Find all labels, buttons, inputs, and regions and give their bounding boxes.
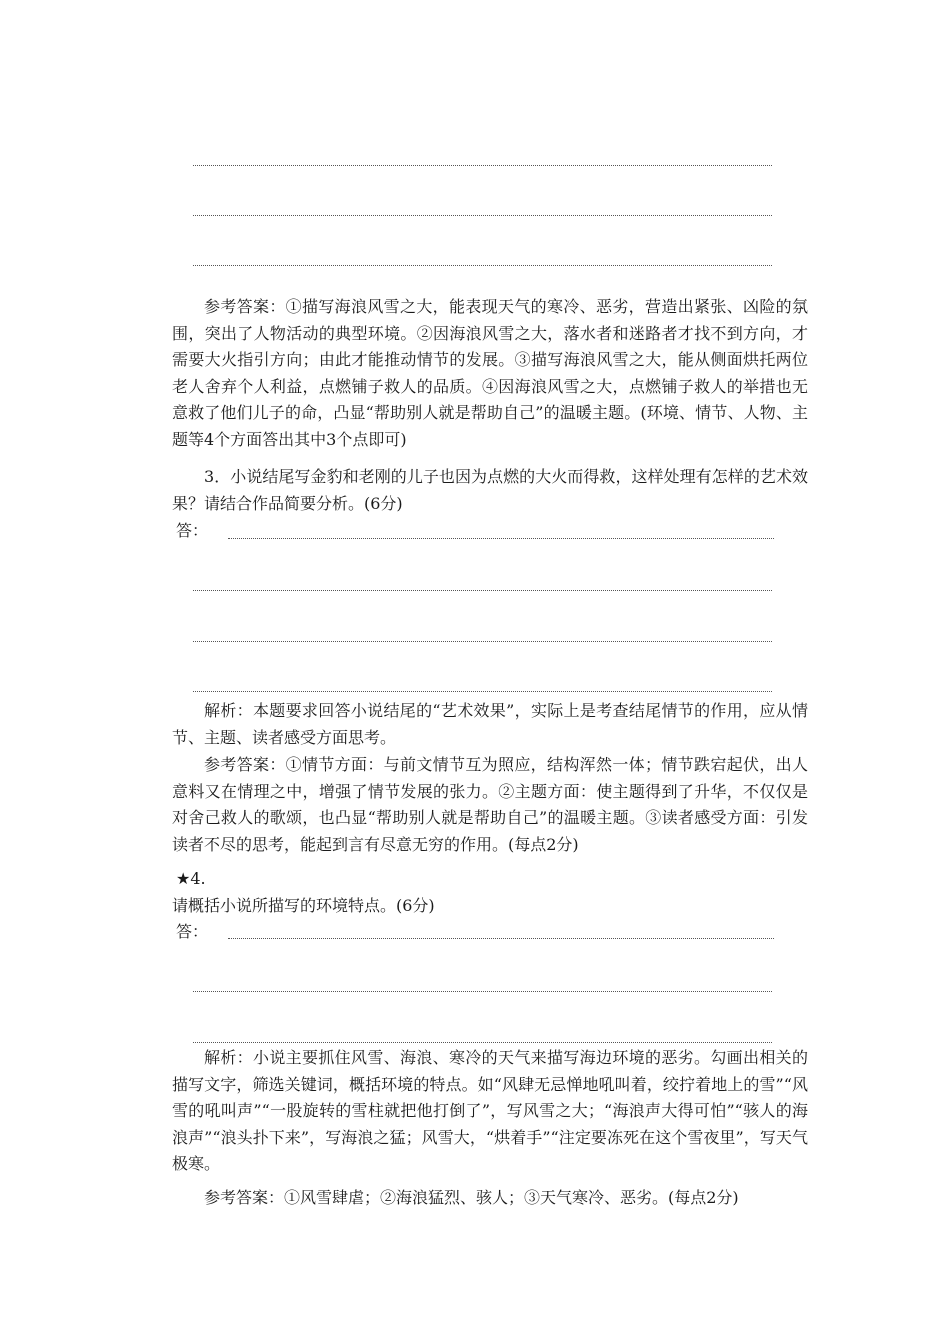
answer-blank-line[interactable] (193, 641, 772, 642)
q4-analysis: 解析：小说主要抓住风雪、海浪、寒冷的天气来描写海边环境的恶劣。勾画出相关的描写文字，筛选关键词，概括环境的特点。如“风肆无忌惮地吼叫着，绞拧着地上的雪”“风雪的吼叫声”“一股旋转的雪柱就把他打倒了”，写风雪之大；“海浪声大得可怕”“骇人的海浪声”“浪头扑下来”，写海浪之猛；风雪大，“烘着手”“注定要冻死在这个雪夜里”，写天气极寒。 (172, 1048, 808, 1173)
answer-blank-line[interactable] (193, 590, 772, 591)
q3-answer-label: 答： (176, 521, 209, 540)
q4-reference-answer: 参考答案：①风雪肆虐；②海浪猛烈、骇人；③天气寒冷、恶劣。(每点2分) (204, 1188, 739, 1207)
answer-blank-line[interactable] (193, 215, 772, 216)
q4-answer-label: 答： (176, 922, 209, 941)
answer-blank-line[interactable] (228, 538, 774, 539)
answer-blank-line[interactable] (193, 991, 772, 992)
q3-question: 3．小说结尾写金豹和老刚的儿子也因为点燃的大火而得救，这样处理有怎样的艺术效果？请结合作品简要分析。(6分) (172, 467, 808, 513)
q2-reference-answer: 参考答案：①描写海浪风雪之大，能表现天气的寒冷、恶劣，营造出紧张、凶险的氛围，突出了人物活动的典型环境。②因海浪风雪之大，落水者和迷路者才找不到方向，才需要大火指引方向；由此才能推动情节的发展。③描写海浪风雪之大，能从侧面烘托两位老人舍弃个人利益，点燃铺子救人的品质。④因海浪风雪之大，点燃铺子救人的举措也无意救了他们儿子的命，凸显“帮助别人就是帮助自己”的温暖主题。(环境、情节、人物、主题等4个方面答出其中3个点即可) (172, 297, 808, 449)
answer-blank-line[interactable] (193, 1042, 772, 1043)
q4-question: 请概括小说所描写的环境特点。(6分) (172, 896, 435, 915)
q4-star-number: ★4. (176, 869, 206, 888)
answer-blank-line[interactable] (193, 165, 772, 166)
answer-blank-line[interactable] (193, 691, 772, 692)
answer-blank-line[interactable] (228, 938, 774, 939)
answer-blank-line[interactable] (193, 265, 772, 266)
q3-analysis: 解析：本题要求回答小说结尾的“艺术效果”，实际上是考查结尾情节的作用，应从情节、主题、读者感受方面思考。 (172, 701, 808, 747)
q3-reference-answer: 参考答案：①情节方面：与前文情节互为照应，结构浑然一体；情节跌宕起伏，出人意料又在情理之中，增强了情节发展的张力。②主题方面：使主题得到了升华，不仅仅是对舍己救人的歌颂，也凸显“帮助别人就是帮助自己”的温暖主题。③读者感受方面：引发读者不尽的思考，能起到言有尽意无穷的作用。(每点2分) (172, 755, 808, 854)
